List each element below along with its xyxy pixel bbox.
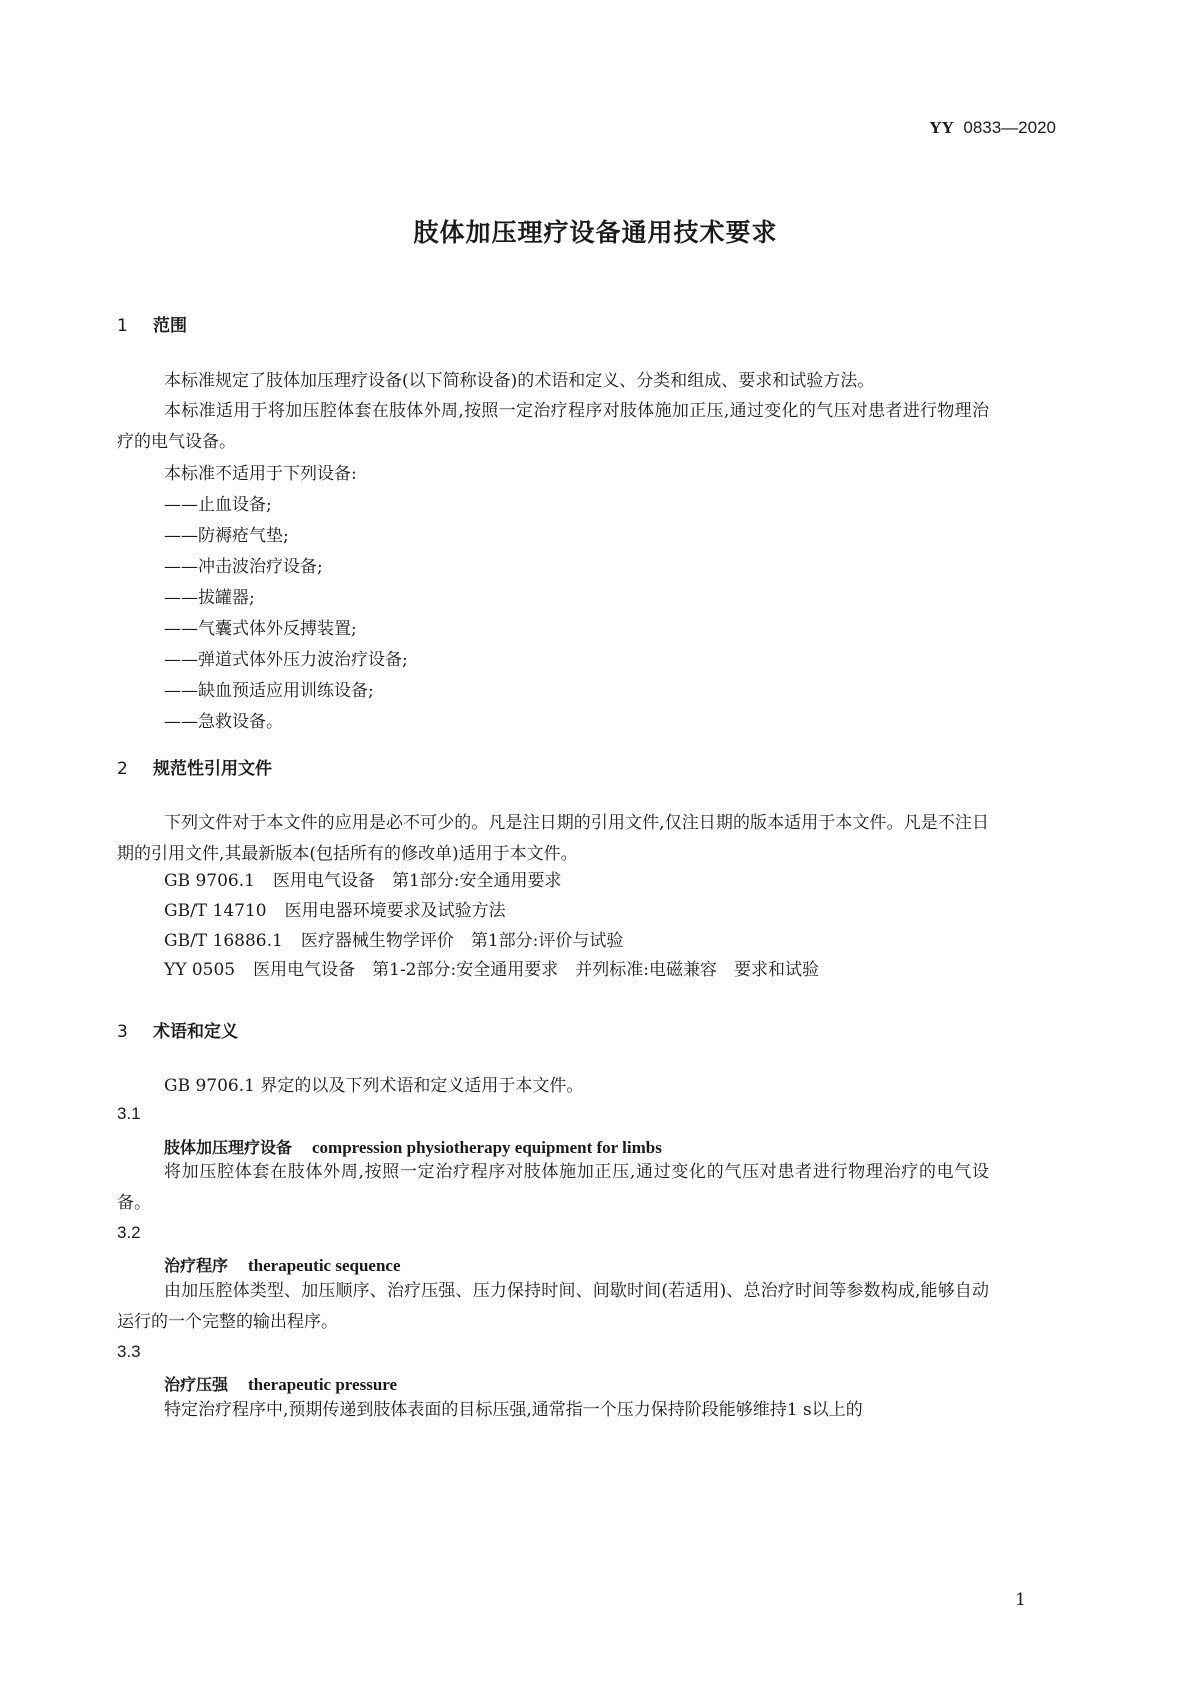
section-number: 3 [117,1022,128,1042]
standard-prefix: YY [929,118,954,137]
term-heading [164,1253,401,1276]
list-item: ——防褥疮气垫; [164,526,289,546]
list-item: ——弹道式体外压力波治疗设备; [164,650,408,670]
list-item: ——缺血预适应用训练设备; [164,681,374,701]
section-heading-1 [117,311,187,336]
term-heading [164,1135,662,1158]
term-definition: 特定治疗程序中,预期传递到肢体表面的目标压强,通常指一个压力保持阶段能够维持1 s以上的 [164,1400,863,1420]
paragraph: 本标准规定了肢体加压理疗设备(以下简称设备)的术语和定义、分类和组成、要求和试验方法。 [164,371,875,391]
list-item: ——急救设备。 [164,712,283,732]
reference-item [164,926,623,957]
section-title: 规范性引用文件 [153,759,272,779]
list-item: ——止血设备; [164,495,272,515]
reference-code: YY 0505 [164,960,236,980]
section-heading-2 [117,754,272,779]
term-heading [164,1372,397,1395]
reference-code: GB/T 16886.1 [164,931,283,951]
list-item: ——拔罐器; [164,588,255,608]
section-title: 范围 [153,316,187,336]
section-number: 2 [117,759,128,779]
list-item: ——冲击波治疗设备; [164,557,323,577]
term-definition: 将加压腔体套在肢体外周,按照一定治疗程序对肢体施加正压,通过变化的气压对患者进行物理治疗的电气设备。 [117,1162,989,1213]
reference-title: 医用电器环境要求及试验方法 [284,901,506,921]
term-en: therapeutic pressure [248,1375,398,1394]
term-en: therapeutic sequence [248,1256,401,1275]
document-title: 肢体加压理疗设备通用技术要求 [413,218,778,247]
clause-number: 3.2 [117,1223,141,1242]
standard-number: 0833—2020 [963,118,1056,137]
term-en: compression physiotherapy equipment for limbs [312,1138,662,1157]
paragraph: 本标准适用于将加压腔体套在肢体外周,按照一定治疗程序对肢体施加正压,通过变化的气压对患者进行物理治疗的电气设备。 [117,401,989,452]
reference-item [164,896,506,927]
section-number: 1 [117,316,128,336]
term-zh: 治疗压强 [164,1375,229,1394]
reference-item [164,866,562,897]
section-heading-3 [117,1017,238,1042]
clause-number: 3.3 [117,1342,141,1361]
term-zh: 肢体加压理疗设备 [164,1138,293,1157]
term-definition: 由加压腔体类型、加压顺序、治疗压强、压力保持时间、间歇时间(若适用)、总治疗时间等参数构成,能够自动运行的一个完整的输出程序。 [117,1281,989,1332]
clause-number: 3.1 [117,1104,141,1123]
reference-title: 医用电气设备 第1-2部分:安全通用要求 并列标准:电磁兼容 要求和试验 [253,960,819,980]
reference-title: 医用电气设备 第1部分:安全通用要求 [272,871,562,891]
reference-title: 医疗器械生物学评价 第1部分:评价与试验 [300,931,624,951]
reference-item [164,955,819,986]
list-item: ——气囊式体外反搏装置; [164,619,357,639]
paragraph: 下列文件对于本文件的应用是必不可少的。凡是注日期的引用文件,仅注日期的版本适用于本文件。凡是不注日期的引用文件,其最新版本(包括所有的修改单)适用于本文件。 [117,813,989,864]
standard-code [929,118,1056,138]
reference-code: GB 9706.1 [164,871,255,891]
section-title: 术语和定义 [153,1022,238,1042]
paragraph: GB 9706.1 界定的以及下列术语和定义适用于本文件。 [164,1076,584,1096]
page-number: 1 [1015,1590,1026,1610]
reference-code: GB/T 14710 [164,901,267,921]
term-zh: 治疗程序 [164,1256,229,1275]
paragraph: 本标准不适用于下列设备: [164,464,357,484]
